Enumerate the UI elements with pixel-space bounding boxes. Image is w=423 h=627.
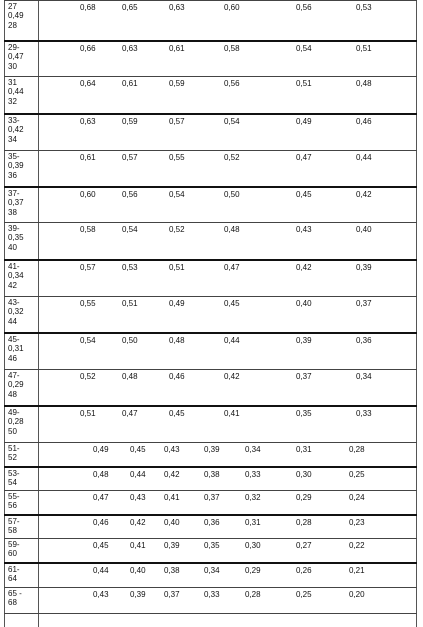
coefficient-cell: 0,61 xyxy=(80,153,96,162)
age-range-cell: 37- 0,37 38 xyxy=(8,189,24,217)
coefficient-cell: 0,25 xyxy=(349,470,365,479)
coefficient-cell: 0,58 xyxy=(224,44,240,53)
coefficient-cell: 0,42 xyxy=(296,263,312,272)
coefficient-cell: 0,49 xyxy=(296,117,312,126)
age-range-cell: 57- 58 xyxy=(8,517,20,536)
coefficient-cell: 0,45 xyxy=(130,445,146,454)
coefficient-cell: 0,42 xyxy=(130,518,146,527)
coefficient-cell: 0,33 xyxy=(204,590,220,599)
coefficient-cell: 0,56 xyxy=(122,190,138,199)
age-range-cell: 59- 60 xyxy=(8,540,20,559)
age-range-cell: 29- 0,47 30 xyxy=(8,43,24,71)
coefficient-cell: 0,48 xyxy=(122,372,138,381)
coefficient-cell: 0,53 xyxy=(356,3,372,12)
coefficient-cell: 0,41 xyxy=(164,493,180,502)
coefficient-cell: 0,42 xyxy=(356,190,372,199)
coefficient-cell: 0,33 xyxy=(245,470,261,479)
coefficient-cell: 0,39 xyxy=(130,590,146,599)
table-row xyxy=(4,538,417,563)
coefficient-cell: 0,29 xyxy=(245,566,261,575)
coefficient-cell: 0,54 xyxy=(224,117,240,126)
coefficient-cell: 0,39 xyxy=(356,263,372,272)
coefficient-cell: 0,48 xyxy=(356,79,372,88)
coefficient-cell: 0,66 xyxy=(80,44,96,53)
coefficient-cell: 0,52 xyxy=(224,153,240,162)
coefficient-cell: 0,41 xyxy=(130,541,146,550)
coefficient-cell: 0,63 xyxy=(122,44,138,53)
coefficient-cell: 0,38 xyxy=(204,470,220,479)
coefficient-cell: 0,29 xyxy=(296,493,312,502)
coefficient-cell: 0,32 xyxy=(245,493,261,502)
coefficient-cell: 0,43 xyxy=(130,493,146,502)
coefficient-cell: 0,51 xyxy=(296,79,312,88)
coefficient-cell: 0,60 xyxy=(80,190,96,199)
coefficient-cell: 0,63 xyxy=(169,3,185,12)
coefficient-cell: 0,48 xyxy=(169,336,185,345)
coefficient-cell: 0,20 xyxy=(349,590,365,599)
coefficient-cell: 0,35 xyxy=(296,409,312,418)
coefficient-cell: 0,34 xyxy=(245,445,261,454)
coefficient-cell: 0,47 xyxy=(296,153,312,162)
coefficient-cell: 0,37 xyxy=(356,299,372,308)
coefficient-cell: 0,36 xyxy=(204,518,220,527)
coefficient-cell: 0,54 xyxy=(80,336,96,345)
age-range-cell: 39- 0,35 40 xyxy=(8,224,24,252)
coefficient-cell: 0,51 xyxy=(122,299,138,308)
coefficient-cell: 0,30 xyxy=(296,470,312,479)
coefficient-cell: 0,50 xyxy=(122,336,138,345)
coefficient-cell: 0,63 xyxy=(80,117,96,126)
coefficient-cell: 0,43 xyxy=(93,590,109,599)
table-row xyxy=(4,466,417,492)
coefficient-cell: 0,65 xyxy=(122,3,138,12)
coefficient-cell: 0,61 xyxy=(169,44,185,53)
coefficient-cell: 0,26 xyxy=(296,566,312,575)
table-row xyxy=(4,587,417,614)
table-row xyxy=(4,369,417,406)
coefficient-cell: 0,48 xyxy=(93,470,109,479)
coefficient-cell: 0,34 xyxy=(356,372,372,381)
table-row xyxy=(4,259,417,298)
age-range-cell: 27 0,49 28 xyxy=(8,2,24,30)
age-range-cell: 33- 0,42 34 xyxy=(8,116,24,144)
coefficient-cell: 0,54 xyxy=(169,190,185,199)
coefficient-cell: 0,46 xyxy=(169,372,185,381)
table-row xyxy=(4,186,417,224)
coefficient-cell: 0,47 xyxy=(122,409,138,418)
age-range-cell: 65 - 68 xyxy=(8,589,22,608)
coefficient-cell: 0,45 xyxy=(169,409,185,418)
coefficient-cell: 0,21 xyxy=(349,566,365,575)
coefficient-cell: 0,46 xyxy=(356,117,372,126)
coefficient-cell: 0,44 xyxy=(224,336,240,345)
coefficient-cell: 0,24 xyxy=(349,493,365,502)
coefficient-cell: 0,33 xyxy=(356,409,372,418)
coefficient-cell: 0,23 xyxy=(349,518,365,527)
coefficient-cell: 0,59 xyxy=(169,79,185,88)
coefficient-cell: 0,27 xyxy=(296,541,312,550)
table-row xyxy=(4,113,417,152)
coefficient-cell: 0,46 xyxy=(93,518,109,527)
coefficient-cell: 0,39 xyxy=(204,445,220,454)
age-range-cell: 45- 0,31 46 xyxy=(8,335,24,363)
age-range-cell: 35- 0,39 36 xyxy=(8,152,24,180)
coefficient-cell: 0,64 xyxy=(80,79,96,88)
coefficient-cell: 0,22 xyxy=(349,541,365,550)
coefficient-cell: 0,43 xyxy=(296,225,312,234)
coefficient-cell: 0,34 xyxy=(204,566,220,575)
age-range-cell: 55- 56 xyxy=(8,492,20,511)
coefficient-cell: 0,44 xyxy=(93,566,109,575)
coefficient-cell: 0,40 xyxy=(356,225,372,234)
coefficient-cell: 0,44 xyxy=(130,470,146,479)
table-row xyxy=(4,562,417,589)
coefficient-cell: 0,47 xyxy=(93,493,109,502)
coefficient-cell: 0,40 xyxy=(164,518,180,527)
coefficient-cell: 0,45 xyxy=(296,190,312,199)
coefficient-cell: 0,52 xyxy=(169,225,185,234)
table-row xyxy=(4,222,417,260)
coefficient-cell: 0,38 xyxy=(164,566,180,575)
coefficient-cell: 0,52 xyxy=(80,372,96,381)
age-range-cell: 51- 52 xyxy=(8,444,20,463)
coefficient-cell: 0,37 xyxy=(296,372,312,381)
coefficient-cell: 0,59 xyxy=(122,117,138,126)
coefficient-cell: 0,45 xyxy=(224,299,240,308)
coefficient-cell: 0,55 xyxy=(80,299,96,308)
coefficient-cell: 0,25 xyxy=(296,590,312,599)
coefficient-cell: 0,55 xyxy=(169,153,185,162)
coefficient-cell: 0,42 xyxy=(164,470,180,479)
table-bottom-border xyxy=(4,613,417,614)
coefficient-table xyxy=(4,0,417,627)
table-row xyxy=(4,490,417,515)
coefficient-cell: 0,28 xyxy=(245,590,261,599)
coefficient-cell: 0,35 xyxy=(204,541,220,550)
coefficient-cell: 0,28 xyxy=(296,518,312,527)
coefficient-cell: 0,31 xyxy=(296,445,312,454)
coefficient-cell: 0,51 xyxy=(356,44,372,53)
table-row xyxy=(4,332,417,371)
age-range-cell: 31 0,44 32 xyxy=(8,78,24,106)
age-range-cell: 49- 0,28 50 xyxy=(8,408,24,436)
coefficient-cell: 0,51 xyxy=(80,409,96,418)
coefficient-cell: 0,28 xyxy=(349,445,365,454)
table-row xyxy=(4,0,417,41)
table-row xyxy=(4,76,417,114)
coefficient-cell: 0,31 xyxy=(245,518,261,527)
coefficient-cell: 0,37 xyxy=(204,493,220,502)
coefficient-cell: 0,39 xyxy=(164,541,180,550)
coefficient-cell: 0,56 xyxy=(296,3,312,12)
age-range-cell: 47- 0,29 48 xyxy=(8,371,24,399)
coefficient-cell: 0,36 xyxy=(356,336,372,345)
coefficient-cell: 0,37 xyxy=(164,590,180,599)
coefficient-cell: 0,40 xyxy=(296,299,312,308)
table-row xyxy=(4,296,417,333)
table-row xyxy=(4,150,417,187)
table-row xyxy=(4,40,417,78)
coefficient-cell: 0,60 xyxy=(224,3,240,12)
coefficient-cell: 0,43 xyxy=(164,445,180,454)
coefficient-cell: 0,58 xyxy=(80,225,96,234)
coefficient-cell: 0,54 xyxy=(296,44,312,53)
coefficient-cell: 0,47 xyxy=(224,263,240,272)
table-row xyxy=(4,405,417,444)
table-row xyxy=(4,442,417,467)
coefficient-cell: 0,57 xyxy=(80,263,96,272)
coefficient-cell: 0,49 xyxy=(93,445,109,454)
table-row xyxy=(4,514,417,540)
age-range-cell: 61- 64 xyxy=(8,565,20,584)
coefficient-cell: 0,40 xyxy=(130,566,146,575)
coefficient-cell: 0,57 xyxy=(122,153,138,162)
coefficient-cell: 0,39 xyxy=(296,336,312,345)
age-range-cell: 53- 54 xyxy=(8,469,20,488)
coefficient-cell: 0,53 xyxy=(122,263,138,272)
age-range-cell: 41- 0,34 42 xyxy=(8,262,24,290)
coefficient-cell: 0,61 xyxy=(122,79,138,88)
coefficient-cell: 0,45 xyxy=(93,541,109,550)
coefficient-cell: 0,44 xyxy=(356,153,372,162)
coefficient-cell: 0,54 xyxy=(122,225,138,234)
coefficient-cell: 0,49 xyxy=(169,299,185,308)
coefficient-cell: 0,41 xyxy=(224,409,240,418)
coefficient-cell: 0,50 xyxy=(224,190,240,199)
coefficient-cell: 0,57 xyxy=(169,117,185,126)
age-range-cell: 43- 0,32 44 xyxy=(8,298,24,326)
coefficient-cell: 0,30 xyxy=(245,541,261,550)
coefficient-cell: 0,68 xyxy=(80,3,96,12)
coefficient-cell: 0,48 xyxy=(224,225,240,234)
coefficient-cell: 0,42 xyxy=(224,372,240,381)
coefficient-cell: 0,56 xyxy=(224,79,240,88)
coefficient-cell: 0,51 xyxy=(169,263,185,272)
